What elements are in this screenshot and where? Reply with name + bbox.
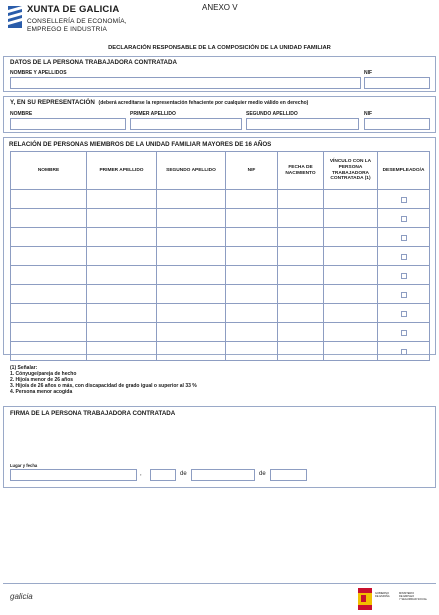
table-row bbox=[11, 247, 430, 266]
cell-first-surname[interactable] bbox=[87, 304, 157, 323]
cell-first-surname[interactable] bbox=[87, 209, 157, 228]
cell-second-surname[interactable] bbox=[157, 209, 226, 228]
table-row bbox=[11, 228, 430, 247]
rep-first-surname-field[interactable] bbox=[130, 118, 242, 130]
rep-name-label: NOMBRE bbox=[10, 111, 33, 117]
cell-second-surname[interactable] bbox=[157, 323, 226, 342]
rep-second-surname-label: SEGUNDO APELLIDO bbox=[246, 111, 298, 117]
cell-nif[interactable] bbox=[226, 266, 278, 285]
xunta-logo-icon bbox=[8, 6, 22, 28]
unemployed-checkbox[interactable] bbox=[401, 197, 407, 203]
cell-second-surname[interactable] bbox=[157, 342, 226, 361]
cell-relationship[interactable] bbox=[324, 190, 378, 209]
cell-birth-date[interactable] bbox=[278, 323, 324, 342]
cell-nif[interactable] bbox=[226, 304, 278, 323]
signature-section bbox=[3, 406, 436, 488]
cell-relationship[interactable] bbox=[324, 304, 378, 323]
cell-second-surname[interactable] bbox=[157, 266, 226, 285]
members-table-header bbox=[11, 152, 430, 190]
col-header-unemployed: DESEMPLEADO/A bbox=[378, 152, 430, 190]
month-field[interactable] bbox=[191, 469, 255, 481]
cell-nif[interactable] bbox=[226, 323, 278, 342]
cell-unemployed bbox=[378, 266, 430, 285]
cell-second-surname[interactable] bbox=[157, 285, 226, 304]
table-row bbox=[11, 209, 430, 228]
cell-unemployed bbox=[378, 209, 430, 228]
unemployed-checkbox[interactable] bbox=[401, 292, 407, 298]
cell-name[interactable] bbox=[11, 209, 87, 228]
ministry-name-text: MINISTERIO DE EMPLEO Y SEGURIDAD SOCIAL bbox=[399, 592, 428, 601]
spain-flag-icon bbox=[358, 588, 372, 610]
cell-birth-date[interactable] bbox=[278, 247, 324, 266]
col-header-name: NOMBRE bbox=[11, 152, 87, 190]
col-header-second-surname: SEGUNDO APELLIDO bbox=[157, 152, 226, 190]
cell-second-surname[interactable] bbox=[157, 304, 226, 323]
table-row bbox=[11, 342, 430, 361]
cell-name[interactable] bbox=[11, 342, 87, 361]
col-header-nif: NIF bbox=[226, 152, 278, 190]
cell-first-surname[interactable] bbox=[87, 190, 157, 209]
rep-second-surname-field[interactable] bbox=[246, 118, 359, 130]
note-item-2: 2. Hijo/a menor de 26 años bbox=[10, 377, 74, 383]
note-item-4: 4. Persona menor acogida bbox=[10, 389, 73, 395]
place-field[interactable] bbox=[10, 469, 137, 481]
signature-section-title: FIRMA DE LA PERSONA TRABAJADORA CONTRATADA bbox=[10, 410, 176, 417]
worker-nif-label: NIF bbox=[364, 70, 373, 76]
col-header-first-surname: PRIMER APELLIDO bbox=[87, 152, 157, 190]
note-item-3: 3. Hijo/a de 26 años o más, con discapacidad de grado igual o superior al 33 % bbox=[10, 383, 197, 389]
cell-birth-date[interactable] bbox=[278, 228, 324, 247]
cell-birth-date[interactable] bbox=[278, 285, 324, 304]
cell-unemployed bbox=[378, 190, 430, 209]
org-name: XUNTA DE GALICIA bbox=[27, 4, 120, 15]
department-line2: EMPREGO E INDUSTRIA bbox=[27, 26, 108, 33]
rep-name-field[interactable] bbox=[10, 118, 126, 130]
cell-first-surname[interactable] bbox=[87, 228, 157, 247]
cell-name[interactable] bbox=[11, 266, 87, 285]
cell-nif[interactable] bbox=[226, 209, 278, 228]
cell-name[interactable] bbox=[11, 304, 87, 323]
year-field[interactable] bbox=[270, 469, 307, 481]
representative-note: (deberá acreditarse la representación fehaciente por cualquier medio válido en derecho) bbox=[98, 100, 309, 106]
cell-first-surname[interactable] bbox=[87, 342, 157, 361]
cell-nif[interactable] bbox=[226, 190, 278, 209]
worker-section bbox=[3, 56, 436, 92]
cell-first-surname[interactable] bbox=[87, 285, 157, 304]
cell-birth-date[interactable] bbox=[278, 190, 324, 209]
cell-relationship[interactable] bbox=[324, 342, 378, 361]
unemployed-checkbox[interactable] bbox=[401, 330, 407, 336]
worker-name-label: NOMBRE Y APELLIDOS bbox=[10, 70, 67, 76]
rep-nif-field[interactable] bbox=[364, 118, 430, 130]
table-row bbox=[11, 266, 430, 285]
rep-first-surname-label: PRIMER APELLIDO bbox=[130, 111, 176, 117]
unemployed-checkbox[interactable] bbox=[401, 349, 407, 355]
unemployed-checkbox[interactable] bbox=[401, 254, 407, 260]
cell-first-surname[interactable] bbox=[87, 323, 157, 342]
cell-name[interactable] bbox=[11, 285, 87, 304]
cell-birth-date[interactable] bbox=[278, 266, 324, 285]
cell-second-surname[interactable] bbox=[157, 190, 226, 209]
cell-unemployed bbox=[378, 228, 430, 247]
document-title: DECLARACIÓN RESPONSABLE DE LA COMPOSICIÓN DE LA UNIDAD FAMILIAR bbox=[108, 45, 331, 51]
place-date-label: Lugar y fecha bbox=[10, 463, 38, 468]
department-line1: CONSELLERÍA DE ECONOMÍA, bbox=[27, 18, 127, 25]
cell-first-surname[interactable] bbox=[87, 266, 157, 285]
cell-relationship[interactable] bbox=[324, 285, 378, 304]
gov-spain-text: GOBIERNO DE ESPAÑA bbox=[375, 592, 390, 598]
comma-separator: , bbox=[140, 471, 142, 477]
cell-birth-date[interactable] bbox=[278, 304, 324, 323]
cell-second-surname[interactable] bbox=[157, 247, 226, 266]
cell-birth-date[interactable] bbox=[278, 209, 324, 228]
unemployed-checkbox[interactable] bbox=[401, 235, 407, 241]
cell-relationship[interactable] bbox=[324, 323, 378, 342]
cell-name[interactable] bbox=[11, 228, 87, 247]
cell-relationship[interactable] bbox=[324, 247, 378, 266]
cell-relationship[interactable] bbox=[324, 209, 378, 228]
unemployed-checkbox[interactable] bbox=[401, 216, 407, 222]
cell-unemployed bbox=[378, 323, 430, 342]
col-header-birth-date: FECHA DE NACIMIENTO bbox=[278, 152, 324, 190]
footer-rule bbox=[3, 583, 436, 584]
de-separator-2: de bbox=[259, 471, 266, 477]
notes-heading: (1) Señalar: bbox=[10, 365, 38, 371]
table-row bbox=[11, 304, 430, 323]
cell-first-surname[interactable] bbox=[87, 247, 157, 266]
representative-section bbox=[3, 96, 436, 133]
table-row bbox=[11, 190, 430, 209]
de-separator-1: de bbox=[180, 471, 187, 477]
cell-relationship[interactable] bbox=[324, 228, 378, 247]
worker-name-field[interactable] bbox=[10, 77, 361, 89]
col-header-relationship: VÍNCULO CON LA PERSONA TRABAJADORA CONTRATADA (1) bbox=[324, 152, 378, 190]
members-section-title: RELACIÓN DE PERSONAS MIEMBROS DE LA UNIDAD FAMILIAR MAYORES DE 16 AÑOS bbox=[9, 141, 272, 148]
cell-name[interactable] bbox=[11, 323, 87, 342]
cell-relationship[interactable] bbox=[324, 266, 378, 285]
worker-section-title: DATOS DE LA PERSONA TRABAJADORA CONTRATADA bbox=[10, 59, 177, 66]
unemployed-checkbox[interactable] bbox=[401, 273, 407, 279]
day-field[interactable] bbox=[150, 469, 176, 481]
rep-nif-label: NIF bbox=[364, 111, 373, 117]
representative-section-title: Y, EN SU REPRESENTACIÓN (deberá acreditarse la representación fehaciente por cualquier medio válido en derecho) bbox=[10, 99, 309, 106]
cell-birth-date[interactable] bbox=[278, 342, 324, 361]
cell-unemployed bbox=[378, 285, 430, 304]
cell-name[interactable] bbox=[11, 190, 87, 209]
cell-nif[interactable] bbox=[226, 342, 278, 361]
cell-unemployed bbox=[378, 247, 430, 266]
cell-unemployed bbox=[378, 304, 430, 323]
unemployed-checkbox[interactable] bbox=[401, 311, 407, 317]
ministry-logo bbox=[358, 588, 430, 610]
cell-name[interactable] bbox=[11, 247, 87, 266]
note-item-1: 1. Cónyuge/pareja de hecho bbox=[10, 371, 77, 377]
cell-unemployed bbox=[378, 342, 430, 361]
cell-nif[interactable] bbox=[226, 247, 278, 266]
table-row bbox=[11, 285, 430, 304]
cell-second-surname[interactable] bbox=[157, 228, 226, 247]
cell-nif[interactable] bbox=[226, 228, 278, 247]
table-row bbox=[11, 323, 430, 342]
members-table bbox=[10, 151, 430, 361]
worker-nif-field[interactable] bbox=[364, 77, 430, 89]
annex-label: ANEXO V bbox=[202, 3, 238, 12]
cell-nif[interactable] bbox=[226, 285, 278, 304]
galicia-brand: galicia bbox=[10, 592, 33, 601]
